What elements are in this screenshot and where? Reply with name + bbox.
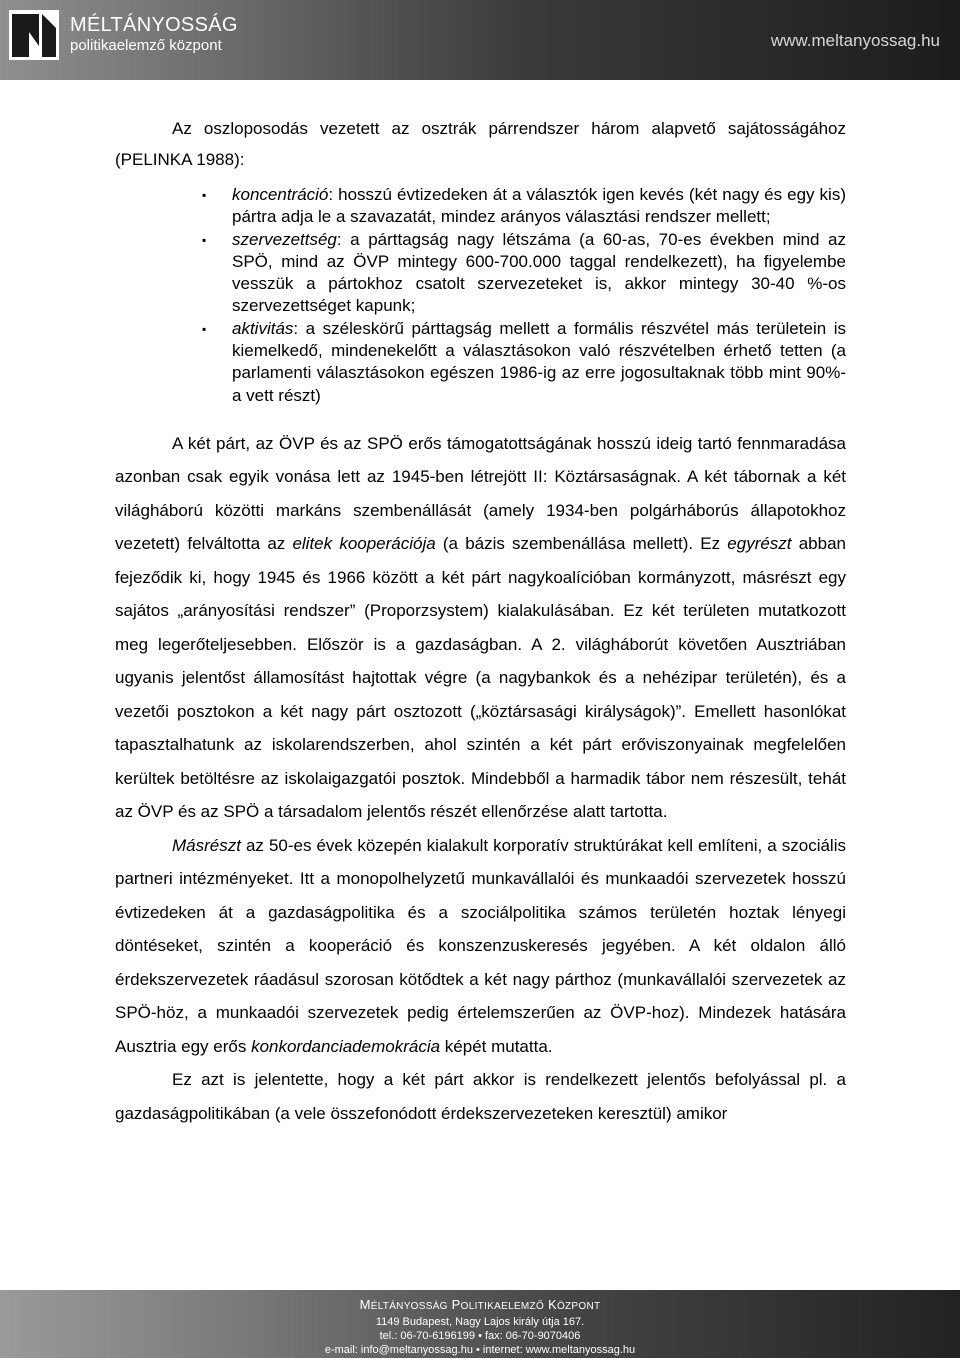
emphasis-text: Másrészt xyxy=(172,835,241,855)
paragraph-text: (a bázis szembenállása mellett). Ez xyxy=(435,534,728,554)
list-item xyxy=(202,318,846,407)
list-item-term: koncentráció xyxy=(232,185,329,204)
brand-name: MÉLTÁNYOSSÁG xyxy=(70,14,238,36)
footer-org-initial: P xyxy=(451,1297,461,1312)
paragraph-text: abban fejeződik ki, hogy 1945 és 1966 között a két párt nagykoalícióban kormányzott, másrészt egy sajátos „arányosítási rendszer” (Proporzsystem) kialakulásában. Ez két területen mutatkozott meg legerőteljesebben. Először is a gazdaságban. A 2. világháborút követően Ausztriában ugyanis jelentőst államosítást hajtottak végre (a nagybankok és a nehézipar területén), és a vezetői posztokon a két nagy párt osztozott („köztársasági királyságok)”. Emellett hasonlókat tapasztalhatunk az iskolarendszerben, ahol szintén a két párt erőviszonyainak megfelelően kerültek betöltésre az iskolaigazgatói posztok. Mindebből a harmadik tábor nem részesült, tehát az ÖVP és az SPÖ a társadalom jelentős részét ellenőrzése alatt tartotta. xyxy=(115,534,846,822)
list-item-text: : a széleskörű párttagság mellett a formális részvétel más területein is kiemelkedő, mindenekelőtt a választásokon való részvételben érhető tetten (a parlamenti választásokon egészen 1986-ig az erre jogosultaknak több mint 90%-a vett részt) xyxy=(232,318,846,405)
bullet-icon: ▪ xyxy=(202,232,207,247)
list-item-text: : a párttagság nagy létszáma (a 60-as, 70-es években mind az SPÖ, mind az ÖVP mintegy 600-700.000 taggal rendelkezett), ha figyelembe vesszük a pártokhoz csatolt szervezeteket is, akkor mintegy 30-40 %-os szervezettséget kapunk; xyxy=(232,229,846,316)
footer-org-initial: K xyxy=(547,1297,557,1312)
footer-phone: tel.: 06-70-6196199 • fax: 06-70-9070406 xyxy=(379,1330,581,1342)
paragraph-text: A két párt, az ÖVP és az SPÖ erős támogatottságának hosszú ideig tartó fennmaradása azonban csak egyik vonása lett az 1945-ben létrejött II: Köztársaságnak. A két tábornak a két világháború közötti markáns szembenállását (amely 1934-ben polgárháborús állapotokhoz vezetett) felváltotta az xyxy=(115,433,846,554)
list-item-text: : hosszú évtizedeken át a választók igen kevés (két nagy és egy kis) pártra adja le a szavazatát, mindez arányos választási rendszer mellett; xyxy=(232,185,846,227)
list-item xyxy=(202,229,846,318)
paragraph-text: képét mutatta. xyxy=(440,1036,553,1056)
footer-org-initial: M xyxy=(359,1297,371,1312)
body-paragraph: Ez azt is jelentette, hogy a két párt akkor is rendelkezett jelentős befolyással pl. a gazdaságpolitikában (a vele összefonódott érdekszervezeteken keresztül) amikor xyxy=(115,1070,846,1123)
page-header xyxy=(0,0,960,80)
list-item-term: aktivitás xyxy=(232,318,294,338)
emphasis-text: elitek kooperációja xyxy=(292,534,436,554)
list-item-term: szervezettség xyxy=(232,229,337,249)
list-item xyxy=(202,184,846,229)
intro-paragraph: Az oszloposodás vezetett az osztrák párrendszer három alapvető sajátosságához (PELINKA 1988): xyxy=(115,119,846,169)
document-body xyxy=(115,113,846,1130)
paragraph-text: az 50-es évek közepén kialakult korporatív struktúrákat kell említeni, a szociális partneri intézményeket. Itt a monopolhelyzetű munkavállalói és munkaadói szervezetek hosszú évtizedeken át a gazdaságpolitika és a szociálpolitika számos területén hoztak lényegi döntéseket, szintén a kooperáció és konszenzuskeresés jegyében. A két oldalon álló érdekszervezetek ráadásul szorosan kötődtek a két nagy párthoz (munkavállalói szervezetek az SPÖ-höz, a munkaadói szervezetek pedig értelemszerűen az ÖVP-hoz). Mindezek hatására Ausztria egy erős xyxy=(115,835,846,1056)
bullet-icon: ▪ xyxy=(202,321,207,336)
footer-address: 1149 Budapest, Nagy Lajos király útja 167. xyxy=(375,1316,585,1328)
footer-organization xyxy=(0,1290,960,1315)
footer-org-word: ÖZPONT xyxy=(556,1301,601,1312)
body-paragraph xyxy=(115,427,846,829)
footer-contact[interactable]: e-mail: info@meltanyossag.hu • internet: www.meltanyossag.hu xyxy=(324,1344,636,1356)
body-paragraph xyxy=(115,829,846,1064)
bullet-icon: ▪ xyxy=(202,188,207,202)
emphasis-text: konkordanciademokrácia xyxy=(251,1036,441,1056)
footer-org-word: ÉLTÁNYOSSÁG xyxy=(370,1301,448,1312)
meltanyossag-logo-icon xyxy=(9,10,59,60)
brand-subtitle: politikaelemző központ xyxy=(70,37,222,54)
feature-list xyxy=(115,184,846,407)
emphasis-text: egyrészt xyxy=(727,534,792,554)
header-website-link[interactable]: www.meltanyossag.hu xyxy=(770,31,940,50)
page-footer xyxy=(0,1290,960,1358)
footer-org-word: OLITIKAELEMZŐ xyxy=(460,1301,545,1312)
